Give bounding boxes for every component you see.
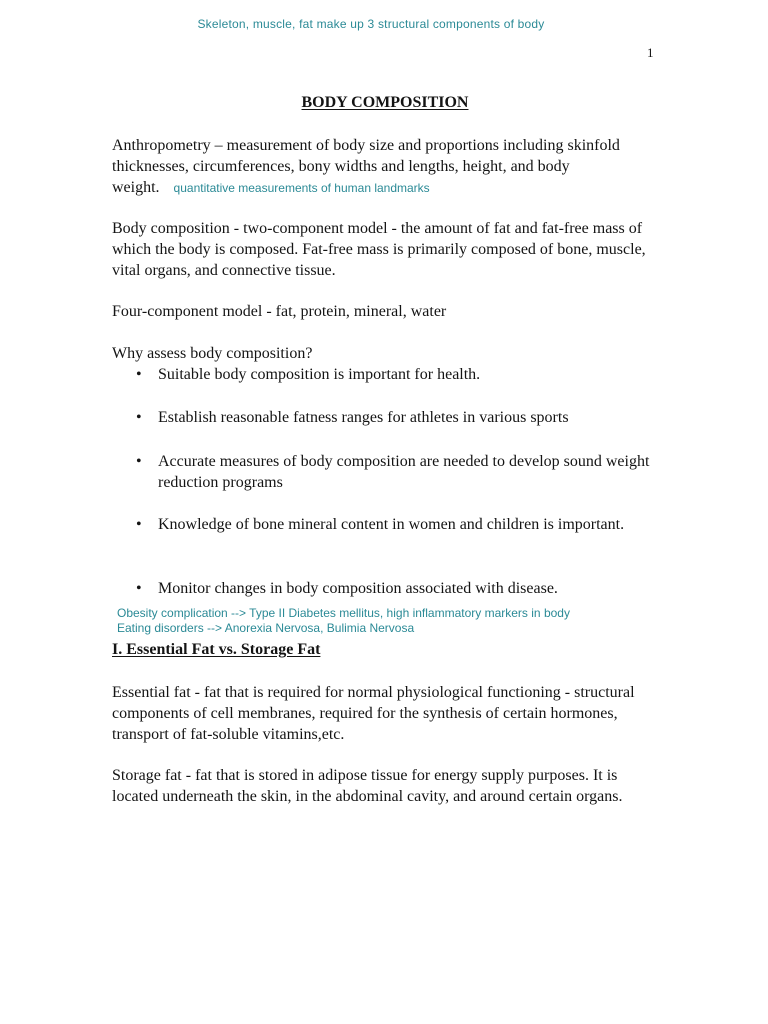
list-item-text: Knowledge of bone mineral content in women and children is important. (158, 516, 625, 533)
four-component-paragraph: Four-component model - fat, protein, mineral, water (112, 303, 447, 320)
list-item (112, 407, 657, 428)
section-heading: I. Essential Fat vs. Storage Fat (112, 641, 321, 658)
essential-fat-paragraph: Essential fat - fat that is required for normal physiological functioning - structural components of cell membranes, required for the synthesis of certain hormones, transport of fat-soluble vitamins,etc. (112, 684, 635, 743)
bullet-icon: • (136, 516, 142, 533)
eating-disorders-annotation: Eating disorders --> Anorexia Nervosa, Bulimia Nervosa (117, 621, 415, 635)
storage-fat-paragraph: Storage fat - fat that is stored in adipose tissue for energy supply purposes. It is located underneath the skin, in the abdominal cavity, and around certain organs. (112, 767, 623, 805)
bullet-icon: • (136, 409, 142, 426)
list-item-text: Suitable body composition is important for health. (158, 366, 481, 383)
list-item-text: Establish reasonable fatness ranges for athletes in various sports (158, 409, 569, 426)
list-item (112, 578, 657, 599)
page-title: BODY COMPOSITION (301, 94, 469, 111)
anthropometry-annotation: quantitative measurements of human landmarks (173, 181, 430, 195)
two-component-paragraph: Body composition - two-component model - the amount of fat and fat-free mass of which the body is composed. Fat-free mass is primarily composed of bone, muscle, vital organs, and connective tissue. (112, 220, 646, 279)
anthropometry-text: Anthropometry – measurement of body size and proportions including skinfold thicknesses, circumferences, bony widths and lengths, height, and body weight. (112, 137, 620, 196)
list-item (112, 364, 657, 385)
list-item-text: Accurate measures of body composition are needed to develop sound weight reduction programs (158, 453, 650, 491)
header-annotation: Skeleton, muscle, fat make up 3 structural components of body (197, 17, 545, 31)
bullet-icon: • (136, 580, 142, 597)
list-item (112, 451, 657, 493)
bullet-icon: • (136, 366, 142, 383)
obesity-annotation: Obesity complication --> Type II Diabetes mellitus, high inflammatory markers in body (117, 606, 570, 620)
bullet-icon: • (136, 453, 142, 470)
list-item (112, 514, 657, 535)
why-question: Why assess body composition? (112, 345, 313, 362)
anthropometry-paragraph (112, 135, 657, 199)
list-item-text: Monitor changes in body composition associated with disease. (158, 580, 558, 597)
page-number: 1 (647, 45, 654, 60)
